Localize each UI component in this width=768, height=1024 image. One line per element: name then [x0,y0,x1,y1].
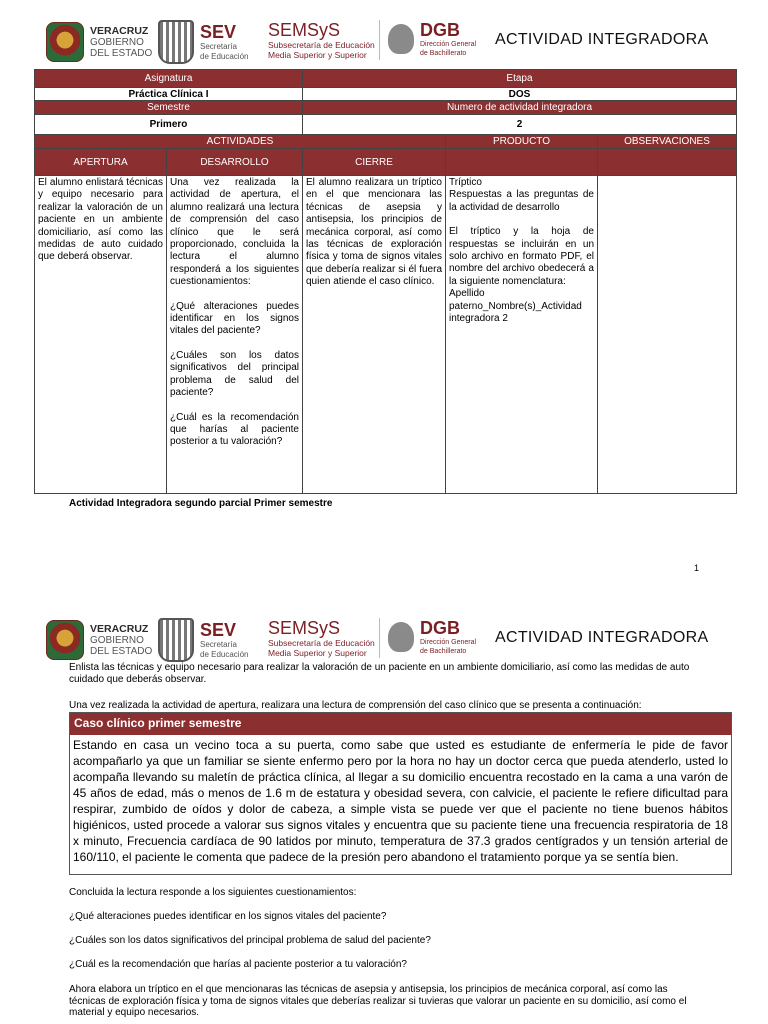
veracruz-name: VERACRUZ [90,622,149,635]
producto-item-4: Apellido paterno_Nombre(s)_Actividad integradora 2 [449,288,582,325]
sev-line-2: de Educación [200,650,249,659]
desarrollo-question-3: ¿Cuál es la recomendación que harías al paciente posterior a tu valoración? [170,411,299,448]
gobierno-label: GOBIERNO [90,36,144,48]
dgb-emblem-icon [388,24,414,54]
numero-actividad-value: 2 [303,115,737,135]
dgb-line-2: de Bachillerato [420,50,467,57]
apertura-cell [35,176,167,494]
sev-shield-icon [158,618,194,662]
etapa-label: Etapa [303,70,737,88]
page-2-header [46,618,746,666]
veracruz-logo [46,620,152,660]
apertura-header: APERTURA [35,149,167,176]
desarrollo-header: DESARROLLO [167,149,303,176]
semsys-name: SEMSyS [268,20,341,40]
final-instruction: Ahora elabora un tríptico en el que mencionaras las técnicas de asepsia y antisepsia, los principios de mecánica corporal, así como las técnicas de exploración física y toma de signos vitales que deberías realizar si tuvieras que valorar un paciente en su domicilio, así como el material y equipo necesarios. [69,984,687,1018]
numero-actividad-label: Numero de actividad integradora [303,101,737,115]
apertura-text: El alumno enlistará técnicas y equipo necesario para realizar la valoración de un paciente en un ambiente domiciliario, así como las medidas de auto cuidado que deberá observar. [38,177,163,263]
sev-name: SEV [200,22,237,42]
semsys-line-2: Media Superior y Superior [268,50,367,60]
veracruz-seal-icon [46,22,84,62]
producto-item-2: Respuestas a las preguntas de la actividad de desarrollo [449,189,594,213]
producto-subheader [446,149,598,176]
producto-header: PRODUCTO [446,135,598,149]
semsys-logo [268,618,380,658]
sev-line-1: Secretaría [200,640,237,649]
dgb-name: DGB [420,618,460,638]
semestre-label: Semestre [35,101,303,115]
case-title: Caso clínico primer semestre [70,713,731,735]
dgb-emblem-icon [388,622,414,652]
dgb-line-1: Dirección General [420,639,477,646]
intro-text: Enlista las técnicas y equipo necesario para realizar la valoración de un paciente en un ambiente domiciliario, así como las medidas de auto cuidado que deberás observar. [69,662,690,685]
sev-name: SEV [200,620,237,640]
activity-table [34,69,737,494]
semsys-line-1: Subsecretaría de Educación [268,40,375,50]
case-text: Estando en casa un vecino toca a su puerta, como sabe que usted es estudiante de enfermería le pide de favor acompañarlo ya que un familiar se siente enfermo pero por la hora no hay un doctor cerca que pueda atenderlo, usted lo acompaña llevando su maletín de práctica clínica, al llegar a su domicilio encuentra recostado en la cama a una varón de 45 años de edad, más o menos de 1.6 m de estatura y obesidad severa, con calvicie, el paciente le refiere dificultad para respirar, zumbido de oídos y dolor de cabeza, a simple vista se puede ver que el paciente no tiene buenos hábitos higiénicos, usted procede a valorar sus signos vitales y encuentra que su paciente tiene una frecuencia respiratoria de 18 x minuto, Frecuencia cardíaca de 90 latidos por minuto, temperatura de 37.3 grados centígrados y un tensión arterial de 160/110, el paciente le comenta que padece de la presión pero abandono el tratamiento porque ya se sentía bien. [73,738,728,864]
observaciones-header: OBSERVACIONES [598,135,737,149]
concluida-text: Concluida la lectura responde a los siguientes cuestionamientos: [69,887,357,898]
asignatura-value: Práctica Clínica I [35,88,303,101]
producto-item-3: El tríptico y la hoja de respuestas se incluirán en un solo archivo en formato PDF, el nombre del archivo obedecerá a la siguiente nomenclatura: [449,226,594,287]
document-title: ACTIVIDAD INTEGRADORA [495,31,709,48]
semsys-logo [268,20,380,60]
question-3: ¿Cuál es la recomendación que harías al paciente posterior a tu valoración? [69,959,407,970]
question-2: ¿Cuáles son los datos significativos del principal problema de salud del paciente? [69,935,431,946]
dgb-logo [388,20,476,58]
producto-cell [446,176,598,494]
actividades-header: ACTIVIDADES [35,135,446,149]
semsys-name: SEMSyS [268,618,341,638]
lectura-text: Una vez realizada la actividad de apertura, realizara una lectura de comprensión del caso clínico que se presenta a continuación: [69,700,642,711]
cierre-cell [303,176,446,494]
dgb-line-2: de Bachillerato [420,648,467,655]
del-estado-label: DEL ESTADO [90,47,153,59]
desarrollo-question-2: ¿Cuáles son los datos significativos del principal problema de salud del paciente? [170,349,299,399]
desarrollo-text: Una vez realizada la actividad de apertura, el alumno realizará una lectura de comprensión del caso clínico que le será proporcionado, concluida la lectura el alumno responderá a los siguientes cuestionamientos: [170,177,299,288]
gobierno-label: GOBIERNO [90,634,144,646]
question-1: ¿Qué alteraciones puedes identificar en los signos vitales del paciente? [69,911,387,922]
producto-item-1: Tríptico [449,177,482,188]
desarrollo-cell [167,176,303,494]
veracruz-logo [46,22,152,62]
page-1-header [46,20,746,68]
veracruz-name: VERACRUZ [90,24,149,37]
desarrollo-question-1: ¿Qué alteraciones puedes identificar en los signos vitales del paciente? [170,300,299,337]
semsys-line-2: Media Superior y Superior [268,648,367,658]
dgb-line-1: Dirección General [420,41,477,48]
etapa-value: DOS [303,88,737,101]
semestre-value: Primero [35,115,303,135]
dgb-name: DGB [420,20,460,40]
cierre-header: CIERRE [303,149,446,176]
case-box [69,712,732,875]
sev-logo [158,20,248,64]
observaciones-cell [598,176,737,494]
sev-line-2: de Educación [200,52,249,61]
semsys-line-1: Subsecretaría de Educación [268,638,375,648]
cierre-text: El alumno realizara un tríptico en el que mencionara las técnicas de asepsia y antisepsia, los principios de mecánica corporal, así como las técnicas de exploración física y toma de signos vitales que debería realizar si él fuera quien atiende el caso clínico. [306,177,442,288]
page-number: 1 [694,563,700,573]
veracruz-seal-icon [46,620,84,660]
sev-line-1: Secretaría [200,42,237,51]
table-footnote: Actividad Integradora segundo parcial Primer semestre [69,498,333,509]
sev-shield-icon [158,20,194,64]
del-estado-label: DEL ESTADO [90,645,153,657]
document-title: ACTIVIDAD INTEGRADORA [495,629,709,646]
dgb-logo [388,618,476,656]
asignatura-label: Asignatura [35,70,303,88]
observaciones-subheader [598,149,737,176]
sev-logo [158,618,248,662]
